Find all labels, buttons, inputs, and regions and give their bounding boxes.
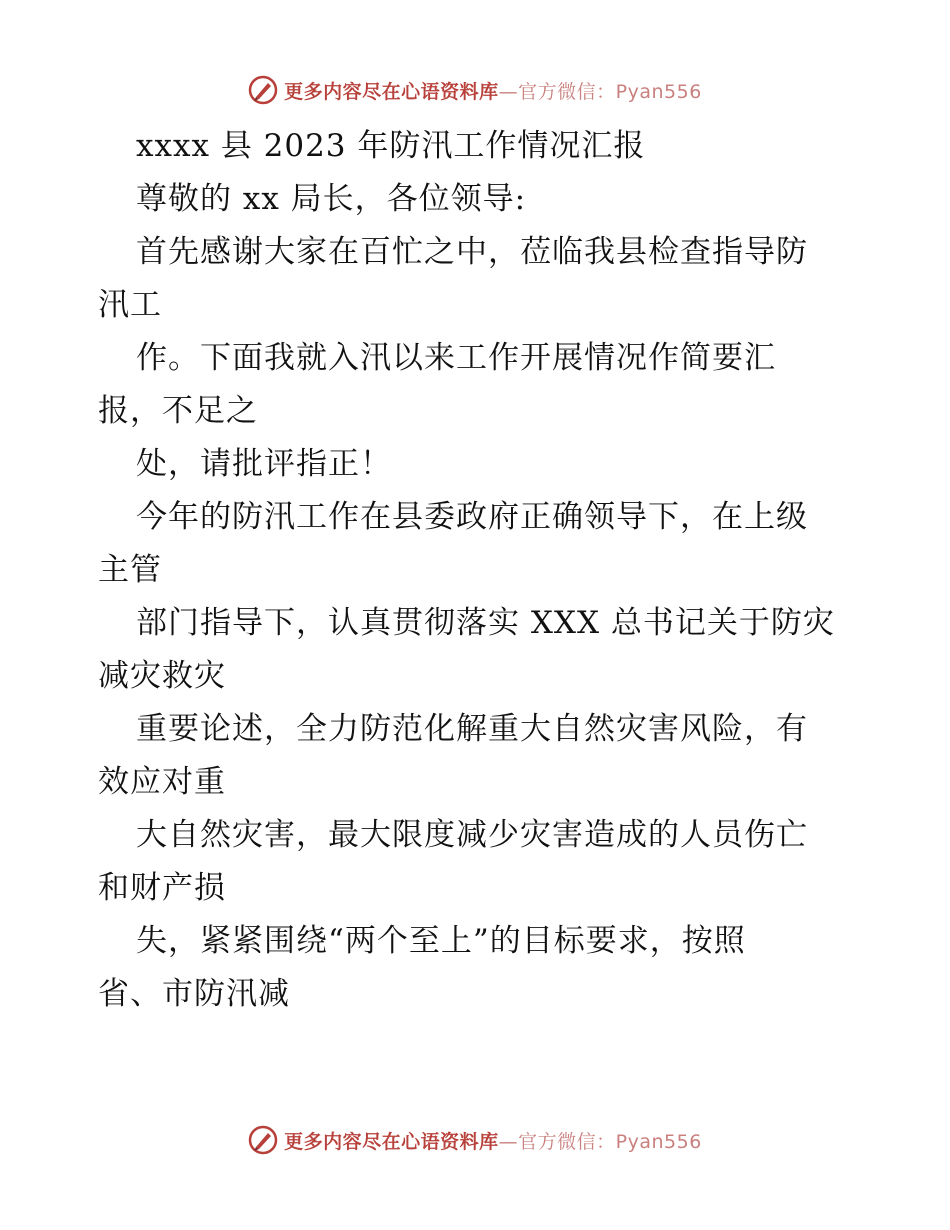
doc-line: 处，请批评指正！: [136, 446, 392, 482]
doc-line: 和财产损: [98, 870, 226, 906]
doc-line: 减灾救灾: [98, 658, 226, 694]
doc-line: 省、市防汛减: [98, 976, 290, 1012]
doc-salutation: 尊敬的 xx 局长，各位领导:: [136, 181, 527, 217]
header-banner: [0, 70, 950, 110]
doc-line: 首先感谢大家在百忙之中，莅临我县检查指导防: [136, 234, 808, 270]
doc-line: 报，不足之: [98, 393, 258, 429]
doc-line: 效应对重: [98, 764, 226, 800]
banner-text: [284, 77, 702, 104]
banner-text-rest: —官方微信：Pyan556: [498, 80, 702, 103]
doc-line: 重要论述，全力防范化解重大自然灾害风险，有: [136, 711, 808, 747]
pen-logo-icon: [248, 1125, 278, 1155]
doc-line: 部门指导下，认真贯彻落实 XXX 总书记关于防灾: [136, 605, 835, 641]
banner-text-main: 更多内容尽在心语资料库: [284, 1130, 499, 1153]
doc-line: 失，紧紧围绕“两个至上”的目标要求，按照: [136, 923, 746, 959]
doc-line: 今年的防汛工作在县委政府正确领导下，在上级: [136, 499, 808, 535]
doc-line: 主管: [98, 552, 162, 588]
doc-line: 汛工: [98, 287, 162, 323]
banner-text: [284, 1127, 702, 1154]
pen-logo-icon: [248, 75, 278, 105]
banner-text-main: 更多内容尽在心语资料库: [284, 80, 499, 103]
doc-title: xxxx 县 2023 年防汛工作情况汇报: [136, 128, 646, 164]
banner-text-rest: —官方微信：Pyan556: [498, 1130, 702, 1153]
doc-line: 大自然灾害，最大限度减少灾害造成的人员伤亡: [136, 817, 808, 853]
footer-banner: [0, 1120, 950, 1160]
doc-line: 作。下面我就入汛以来工作开展情况作简要汇: [136, 340, 776, 376]
document-body: [98, 120, 858, 1021]
